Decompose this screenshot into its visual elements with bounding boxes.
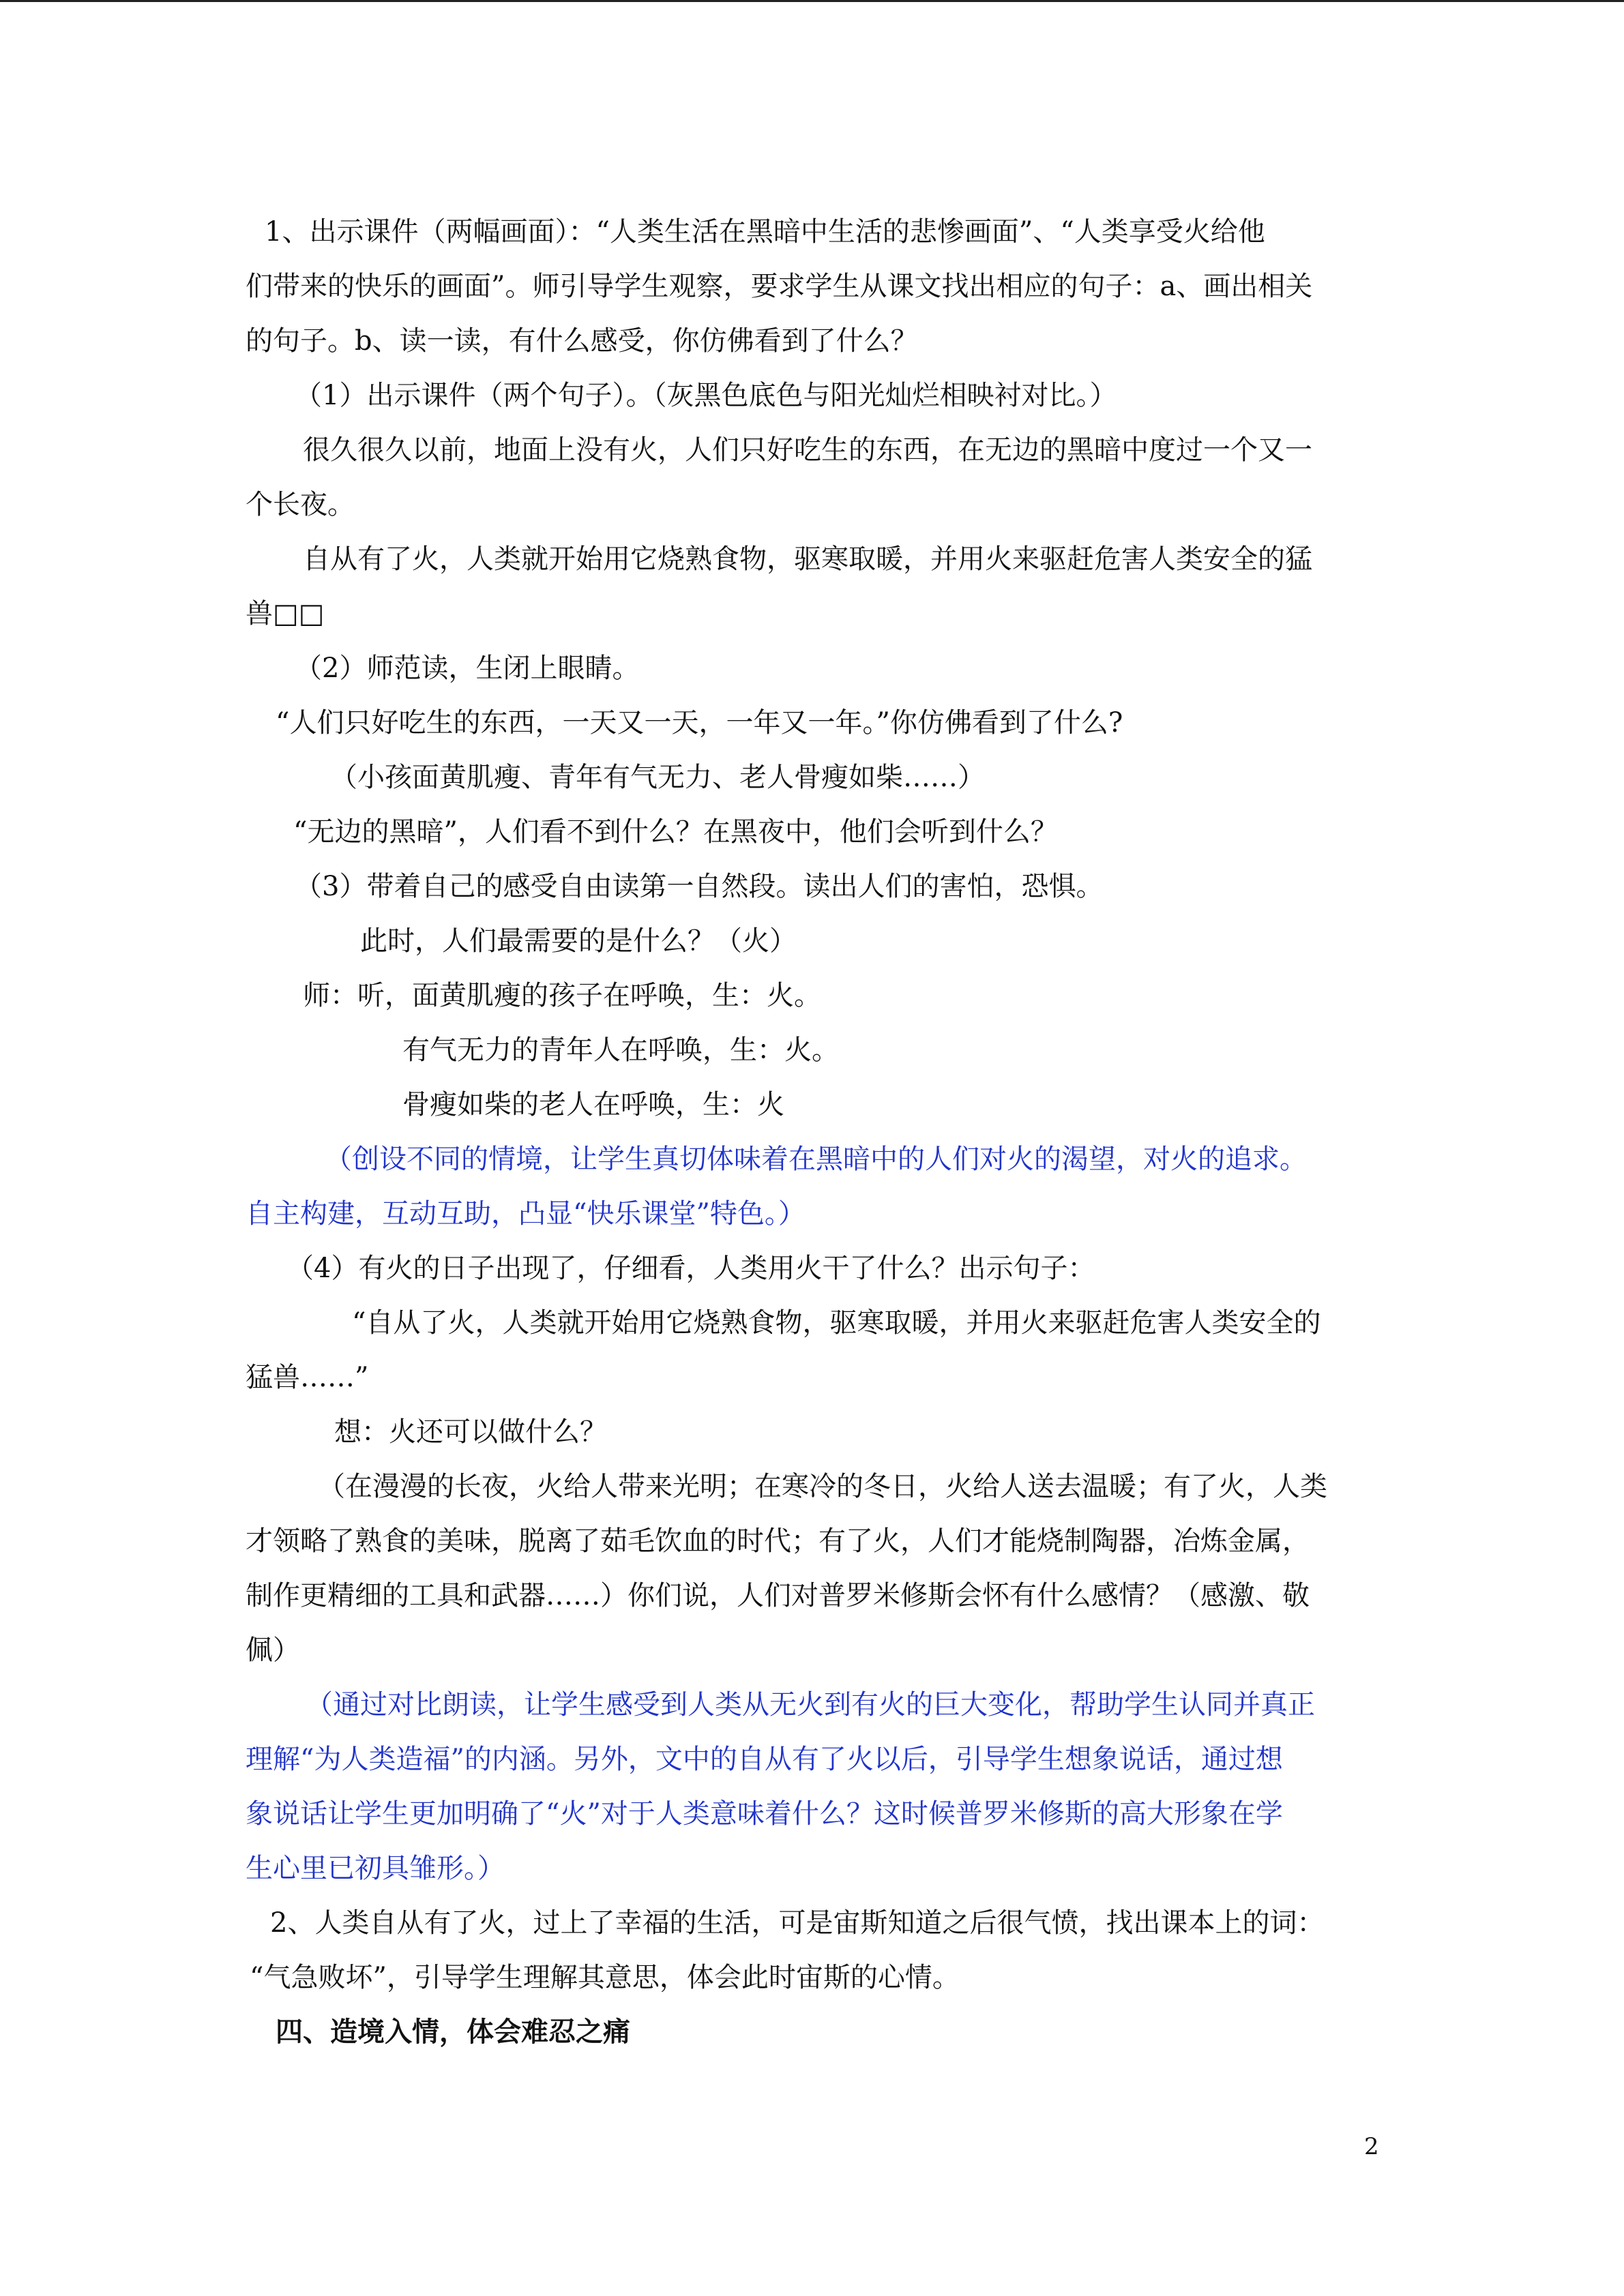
text-line: 猛兽……”	[246, 1362, 369, 1393]
text-line: 兽□□	[246, 598, 325, 629]
text-line-annotation: 理解“为人类造福”的内涵。另外，文中的自从有了火以后，引导学生想象说话，通过想	[246, 1744, 1283, 1775]
page-number: 2	[1364, 2133, 1379, 2160]
text-line: 的句子。b、读一读，有什么感受，你仿佛看到了什么？	[246, 325, 918, 357]
text-line: “人们只好吃生的东西，一天又一天，一年又一年。”你仿佛看到了什么?	[276, 707, 1123, 739]
text-line: 们带来的快乐的画面”。师引导学生观察，要求学生从课文找出相应的句子：a、画出相关	[246, 271, 1313, 302]
text-line-annotation: （通过对比朗读，让学生感受到人类从无火到有火的巨大变化，帮助学生认同并真正	[306, 1689, 1315, 1720]
text-line: 骨瘦如柴的老人在呼唤，生：火	[402, 1089, 784, 1120]
text-line: （4）有火的日子出现了，仔细看，人类用火干了什么？出示句子：	[286, 1253, 1095, 1284]
text-line: 想：火还可以做什么？	[334, 1416, 607, 1448]
text-line: 自从有了火，人类就开始用它烧熟食物，驱寒取暖，并用火来驱赶危害人类安全的猛	[303, 543, 1312, 575]
text-line: （在漫漫的长夜，火给人带来光明；在寒冷的冬日，火给人送去温暖；有了火，人类	[318, 1471, 1327, 1502]
text-line-annotation: 象说话让学生更加明确了“火”对于人类意味着什么？这时候普罗米修斯的高大形象在学	[246, 1798, 1283, 1830]
text-line: 很久很久以前，地面上没有火，人们只好吃生的东西，在无边的黑暗中度过一个又一	[303, 434, 1312, 466]
text-line: 师：听，面黄肌瘦的孩子在呼唤，生：火。	[303, 980, 821, 1011]
text-line: （3）带着自己的感受自由读第一自然段。读出人们的害怕，恐惧。	[295, 871, 1104, 902]
text-line-annotation: 生心里已初具雏形。）	[246, 1853, 505, 1884]
text-line-annotation: （创设不同的情境，让学生真切体味着在黑暗中的人们对火的渴望，对火的追求。	[325, 1144, 1307, 1175]
text-line: 制作更精细的工具和武器……）你们说，人们对普罗米修斯会怀有什么感情？（感激、敬	[246, 1580, 1310, 1611]
text-line: 有气无力的青年人在呼唤，生：火。	[402, 1034, 839, 1066]
text-line: 2、人类自从有了火，过上了幸福的生活，可是宙斯知道之后很气愤，找出课本上的词：	[270, 1907, 1325, 1939]
text-line: （1）出示课件（两个句子）。（灰黑色底色与阳光灿烂相映衬对比。）	[295, 380, 1117, 411]
text-line: （小孩面黄肌瘦、青年有气无力、老人骨瘦如柴……）	[330, 762, 985, 793]
text-line: 1、出示课件（两幅画面）：“人类生活在黑暗中生活的悲惨画面”、“人类享受火给他	[265, 216, 1265, 248]
text-line: 此时，人们最需要的是什么？（火）	[360, 925, 797, 957]
text-line: 个长夜。	[246, 489, 355, 520]
text-line-annotation: 自主构建，互动互助，凸显“快乐课堂”特色。）	[246, 1198, 806, 1229]
text-line: “气急败坏”，引导学生理解其意思，体会此时宙斯的心情。	[250, 1962, 960, 1993]
text-line: （2）师范读，生闭上眼睛。	[295, 653, 640, 684]
text-line: “自从了火，人类就开始用它烧熟食物，驱寒取暖，并用火来驱赶危害人类安全的	[352, 1307, 1321, 1339]
text-line: “无边的黑暗”，人们看不到什么？在黑夜中，他们会听到什么？	[293, 816, 1058, 848]
text-line: 佩）	[246, 1635, 300, 1666]
text-line: 才领略了熟食的美味，脱离了茹毛饮血的时代；有了火，人们才能烧制陶器，冶炼金属，	[246, 1525, 1310, 1557]
section-heading: 四、造境入情，体会难忍之痛	[276, 2016, 630, 2048]
